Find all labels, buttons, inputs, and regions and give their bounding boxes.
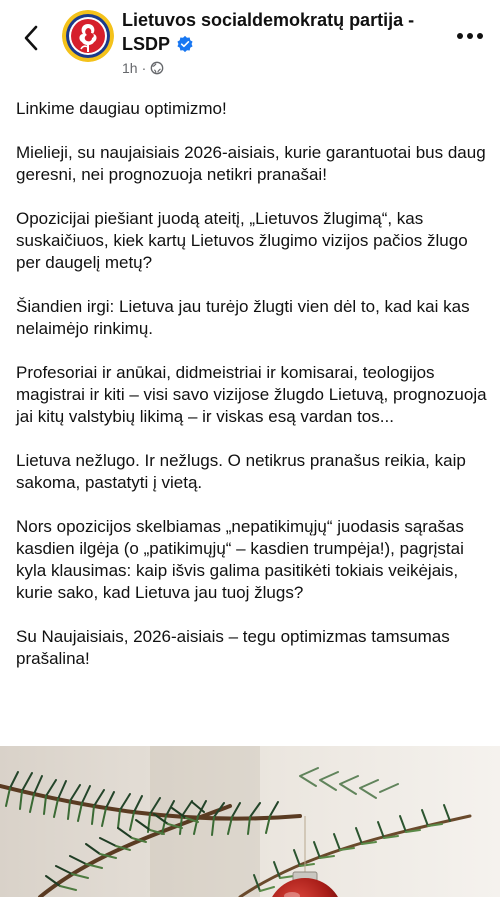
meta-separator: · — [141, 60, 147, 76]
globe-icon[interactable] — [150, 61, 164, 75]
post-paragraph: Šiandien irgi: Lietuva jau turėjo žlugti vien dėl to, kad kai kas nelaimėjo rinkimų. — [16, 297, 470, 338]
post-photo[interactable] — [0, 746, 500, 897]
post-paragraph: Profesoriai ir anūkai, didmeistriai ir komisarai, teologijos magistrai ir kiti – visi savo vizijose žlugdo Lietuvą, prognozuoja jai kitų valstybių likimą – ir viskas esą vardan tos... — [16, 363, 487, 426]
post-time[interactable]: 1h — [122, 60, 138, 76]
christmas-branch-image — [0, 746, 500, 897]
verified-badge-icon — [176, 35, 194, 53]
post-paragraph: Mielieji, su naujaisiais 2026-aisiais, kurie garantuotai bus daug geresni, nei prognozuoja netikri pranašai! — [16, 143, 486, 184]
post-paragraph: Lietuva nežlugo. Ir nežlugs. O netikrus pranašus reikia, kaip sakoma, pastatyti į vietą. — [16, 451, 466, 492]
page-name[interactable]: Lietuvos socialdemokratų partija - LSDP — [122, 10, 415, 54]
post-header — [0, 0, 500, 90]
page-title[interactable] — [122, 8, 442, 56]
post-author-block — [122, 8, 442, 76]
post-paragraph: Linkime daugiau optimizmo! — [16, 99, 227, 118]
post-paragraph: Opozicijai piešiant juodą ateitį, „Lietuvos žlugimą“, kas suskaičiuos, kiek kartų Lietuvos žlugimo vizijos pačios žlugo per daugelį metų? — [16, 209, 468, 272]
post-paragraph: Nors opozicijos skelbiamas „nepatikimųjų“ juodasis sąrašas kasdien ilgėja (o „patikimųjų“ – kasdien trumpėja!), pagrįstai kyla klausimas: kaip išvis galima pasitikėti tokiais veikėjais, kurie sako, kad Lietuva jau tuoj žlugs? — [16, 517, 464, 602]
back-button[interactable] — [16, 20, 46, 56]
post-paragraph: Su Naujaisiais, 2026-aisiais – tegu optimizmas tamsumas prašalina! — [16, 627, 450, 668]
more-horizontal-icon — [456, 32, 484, 40]
post-meta — [122, 60, 442, 76]
page-avatar[interactable] — [62, 10, 114, 62]
more-options-button[interactable] — [454, 26, 486, 46]
lsdp-logo-icon — [62, 10, 114, 62]
chevron-left-icon — [23, 25, 39, 51]
post-text — [16, 98, 494, 692]
